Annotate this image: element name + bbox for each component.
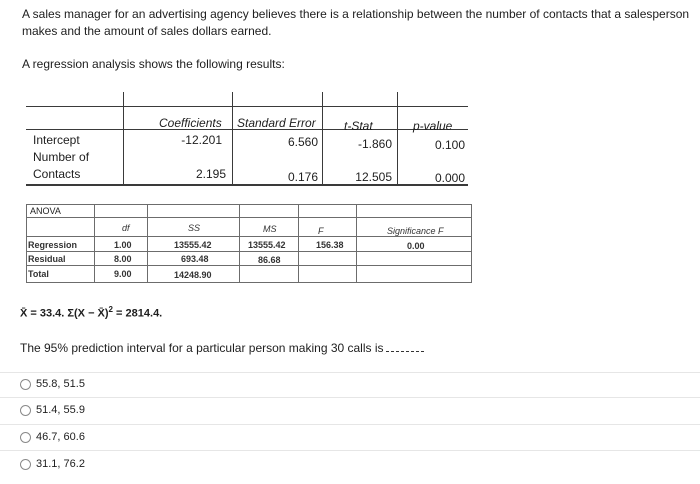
column-divider	[322, 92, 323, 185]
answer-blank	[386, 351, 424, 352]
formula-line	[20, 305, 162, 320]
header-significance-f: Significance F	[387, 226, 444, 236]
row-rule	[26, 265, 472, 266]
option-divider	[0, 397, 700, 398]
radio-button[interactable]	[20, 379, 31, 390]
column-divider	[147, 204, 148, 283]
cell-value: 2.195	[195, 167, 226, 181]
column-divider	[397, 92, 398, 185]
cell-value: 156.38	[316, 240, 344, 250]
header-p-value: p-value	[413, 119, 453, 133]
option-4[interactable]	[20, 458, 85, 470]
cell-value: 8.00	[114, 254, 132, 264]
row-label-intercept: Intercept	[33, 133, 80, 147]
option-2[interactable]	[20, 404, 85, 416]
cell-value: 0.00	[407, 241, 425, 251]
column-divider	[94, 204, 95, 283]
regression-table	[26, 88, 468, 186]
cell-value: 0.176	[287, 170, 318, 184]
anova-table	[26, 204, 472, 283]
option-label: 51.4, 55.9	[36, 404, 85, 416]
table-title-rule	[26, 217, 472, 218]
anova-title: ANOVA	[30, 206, 61, 216]
header-df: df	[122, 223, 130, 233]
question-intro: A sales manager for an advertising agency believes there is a relationship between the number of contacts that a salesperson makes and the amount of sales dollars earned.	[22, 7, 690, 38]
column-divider	[298, 204, 299, 283]
cell-value: 6.560	[287, 135, 318, 149]
table-border-right	[471, 204, 472, 283]
regression-lead-text: A regression analysis shows the following results:	[22, 57, 285, 71]
table-border-top	[26, 204, 472, 205]
sum-squares-expression: Σ(X − X̄)	[67, 307, 109, 320]
header-f: F	[318, 226, 324, 236]
cell-value: 14248.90	[174, 270, 212, 280]
sum-squares-value: = 2814.4.	[113, 307, 163, 320]
row-label-contacts: Contacts	[33, 167, 81, 181]
radio-button[interactable]	[20, 405, 31, 416]
cell-value: 13555.42	[248, 240, 286, 250]
column-divider	[123, 92, 124, 185]
row-label-regression: Regression	[28, 240, 78, 250]
column-divider	[232, 92, 233, 185]
cell-value: 1.00	[114, 240, 132, 250]
cell-value: 9.00	[114, 269, 132, 279]
column-divider	[356, 204, 357, 283]
row-rule	[26, 251, 472, 252]
cell-value: -12.201	[181, 133, 222, 147]
cell-value: 0.100	[434, 138, 465, 152]
cell-value: 693.48	[181, 254, 209, 264]
cell-value: 86.68	[258, 255, 281, 265]
column-divider	[239, 204, 240, 283]
header-t-stat: t-Stat	[344, 119, 373, 133]
row-label-number-of: Number of	[33, 150, 90, 164]
cell-value: -1.860	[357, 137, 392, 151]
prompt-text: The 95% prediction interval for a particular person making 30 calls is	[20, 341, 384, 355]
radio-button[interactable]	[20, 432, 31, 443]
cell-value: 12.505	[355, 170, 392, 184]
option-divider	[0, 450, 700, 451]
radio-button[interactable]	[20, 459, 31, 470]
table-border-bottom	[26, 184, 468, 186]
cell-value: 0.000	[434, 171, 465, 185]
option-label: 55.8, 51.5	[36, 378, 85, 390]
table-border-top	[26, 106, 468, 107]
row-label-residual: Residual	[28, 254, 66, 264]
xbar-value: X̄ = 33.4.	[20, 307, 65, 320]
header-standard-error: Standard Error	[237, 116, 316, 130]
option-label: 31.1, 76.2	[36, 458, 85, 470]
option-3[interactable]	[20, 431, 85, 443]
option-divider	[0, 372, 700, 373]
table-header-rule	[26, 236, 472, 237]
table-border-left	[26, 204, 27, 283]
question-prompt	[20, 341, 424, 355]
table-border-bottom	[26, 282, 472, 283]
row-label-total: Total	[28, 269, 49, 279]
option-label: 46.7, 60.6	[36, 431, 85, 443]
option-divider	[0, 424, 700, 425]
exponent: 2	[108, 305, 113, 314]
header-coefficients: Coefficients	[159, 116, 222, 130]
header-ss: SS	[188, 223, 201, 233]
option-1[interactable]	[20, 378, 85, 390]
header-ms: MS	[263, 224, 277, 234]
cell-value: 13555.42	[174, 240, 212, 250]
